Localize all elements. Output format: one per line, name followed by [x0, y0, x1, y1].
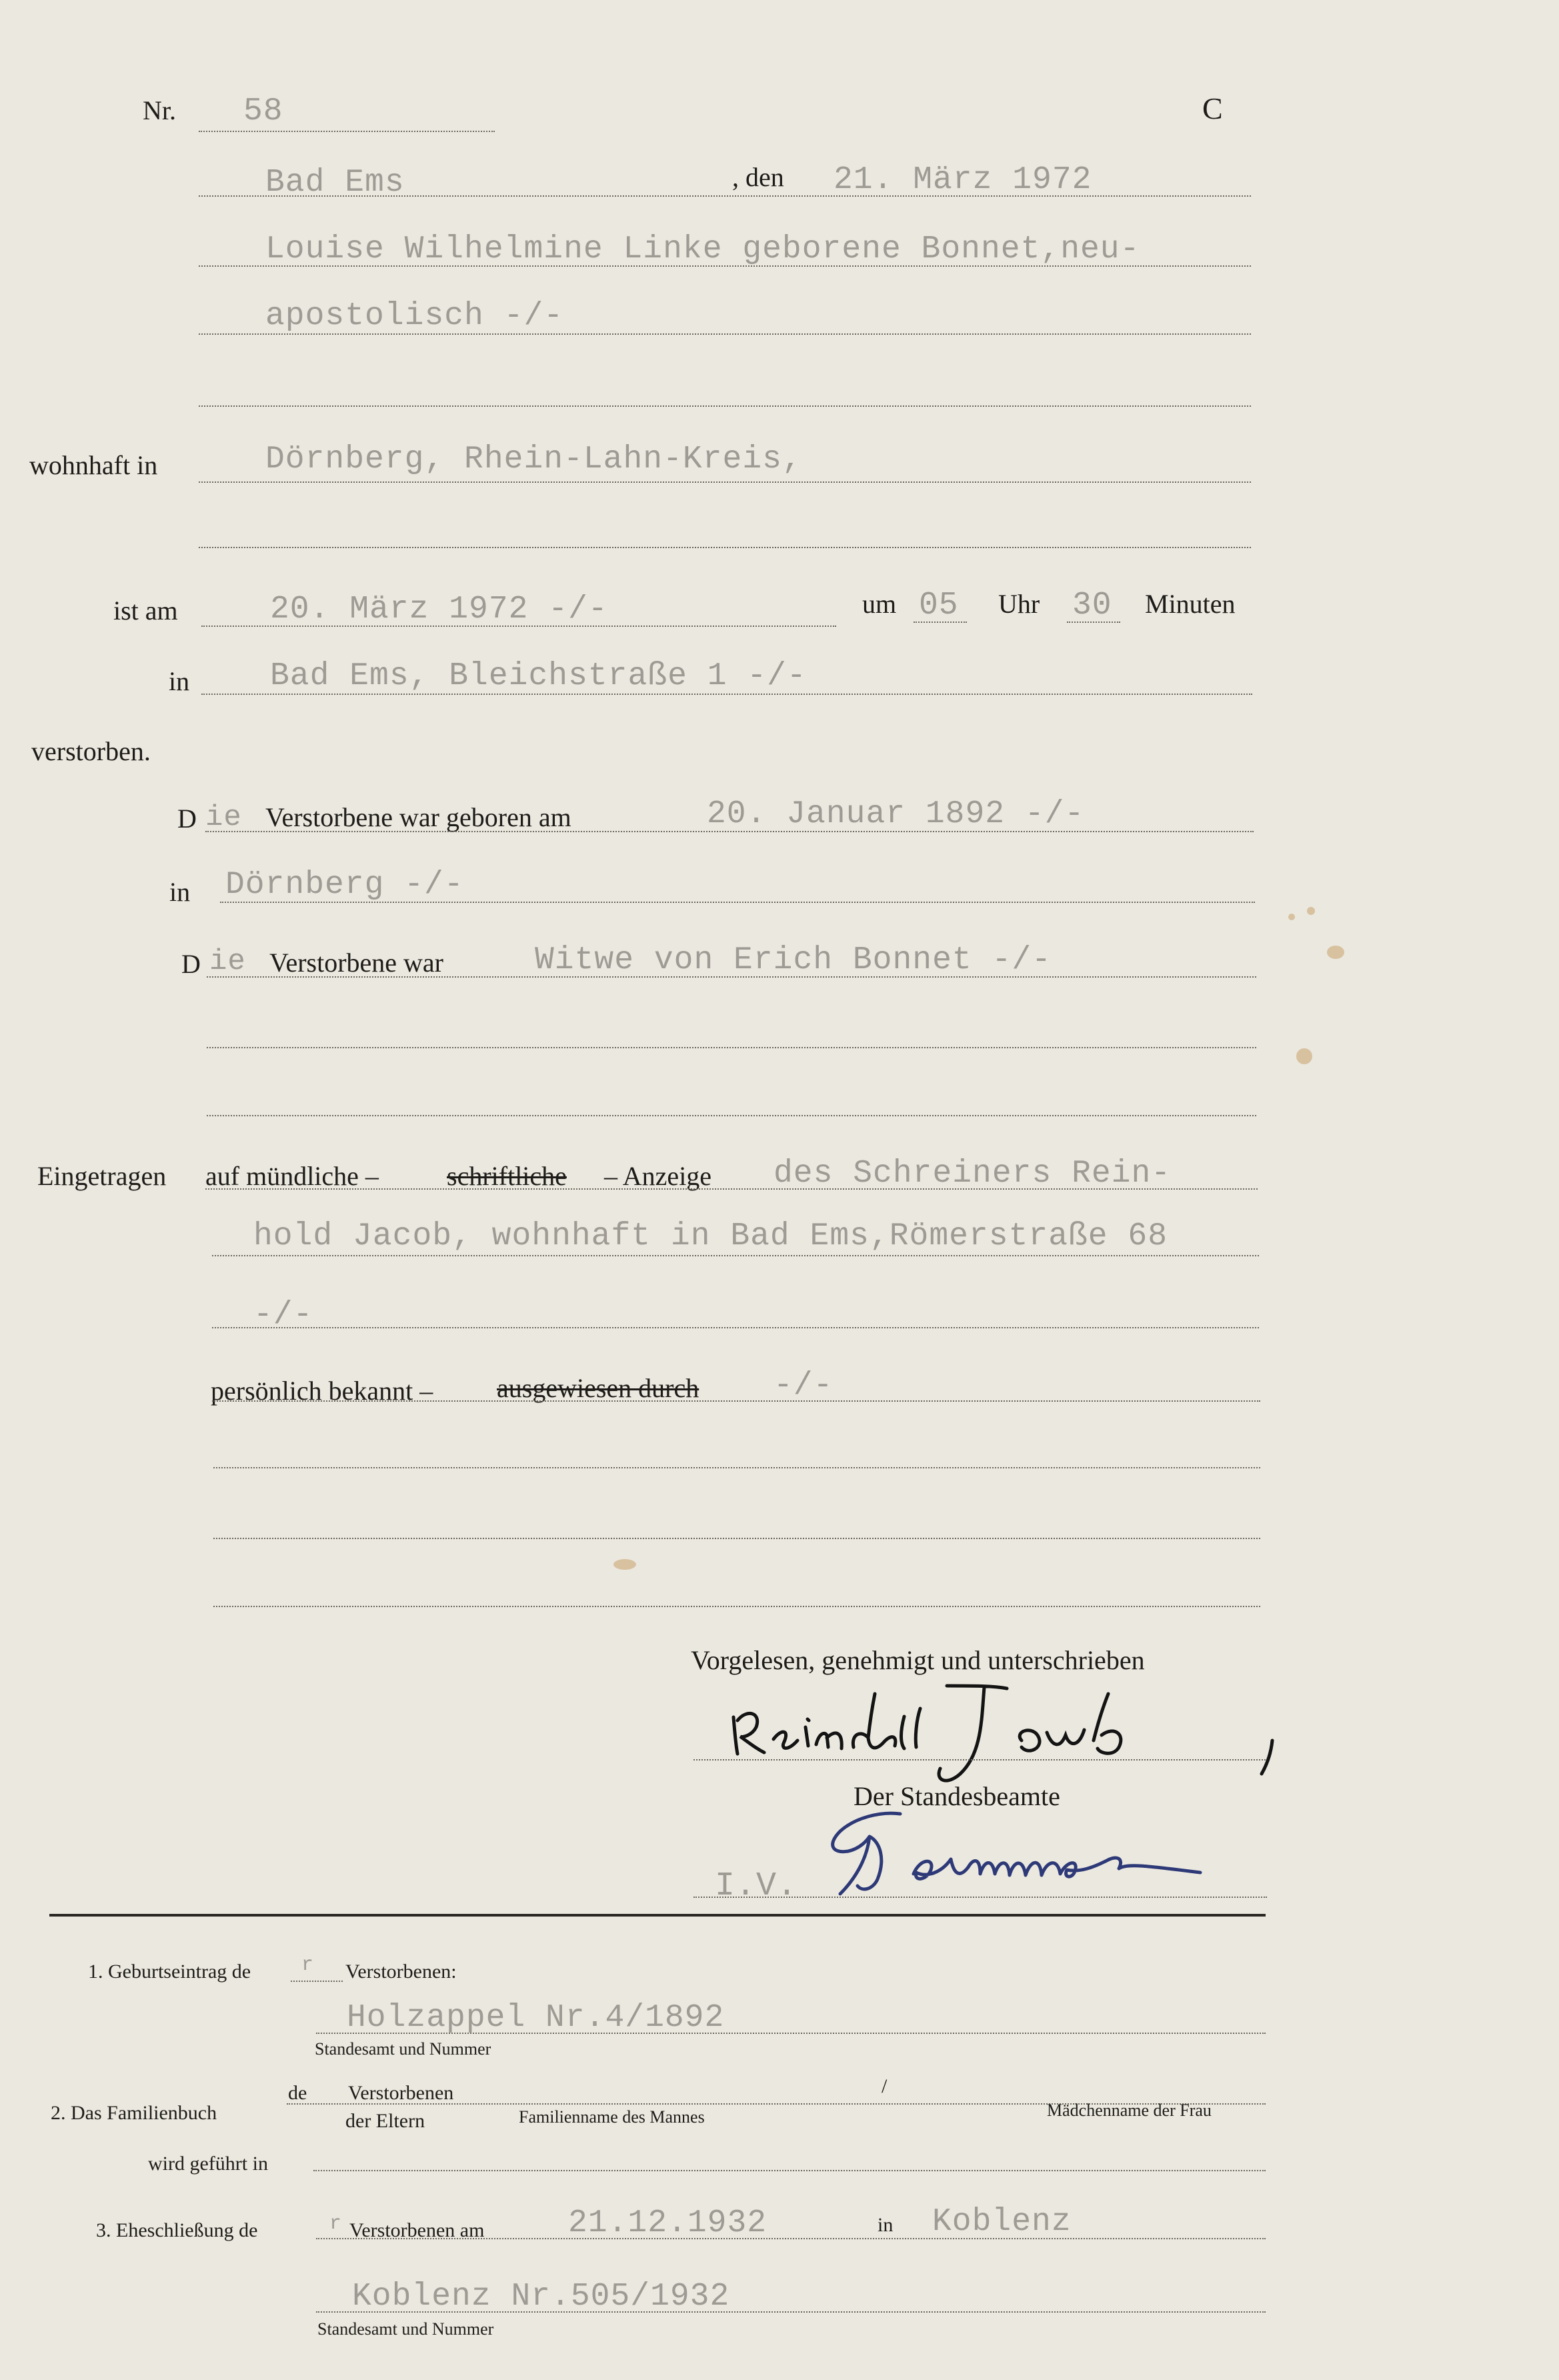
note3-in: in [878, 2214, 894, 2236]
note2-de: de [288, 2082, 307, 2104]
informant-line-2-rule [212, 1255, 1259, 1256]
note3-value: Koblenz Nr.505/1932 [352, 2279, 730, 2315]
auf-label: auf mündliche – [205, 1161, 379, 1191]
note1-tail: Verstorbenen: [345, 1961, 457, 1983]
informant-line-1-rule [205, 1188, 1258, 1190]
nr-line [199, 131, 495, 132]
note1-de-line [291, 1981, 343, 1982]
paper-stain [1296, 1048, 1312, 1064]
deceased-line-2-rule [199, 333, 1251, 335]
date-value: 21. März 1972 [834, 162, 1092, 198]
status-label: Verstorbene war [269, 948, 443, 978]
informant-line-3-rule [212, 1327, 1259, 1328]
hour-line [914, 622, 967, 623]
death-place: Bad Ems, Bleichstraße 1 -/- [270, 658, 807, 694]
bekannt-label: persönlich bekannt – [211, 1376, 433, 1406]
vorgelesen-text: Vorgelesen, genehmigt und unterschrieben [691, 1645, 1145, 1675]
den-label: , den [732, 162, 784, 192]
status-d-suffix: ie [209, 945, 246, 978]
blank-line-2 [213, 1538, 1260, 1539]
status-line [207, 976, 1256, 978]
um-label: um [862, 589, 897, 619]
birth-date-line [205, 831, 1254, 832]
iv-label: I.V. [715, 1867, 798, 1905]
place-date-line [199, 195, 1251, 197]
birth-place-line [220, 902, 1255, 903]
place-value: Bad Ems [265, 165, 405, 201]
birth-label: Verstorbene war geboren am [265, 802, 571, 832]
paper-stain [1307, 907, 1315, 915]
official-signature [814, 1794, 1227, 1907]
death-in-label: in [169, 666, 190, 696]
note2-wird: wird geführt in [148, 2153, 268, 2175]
death-date: 20. März 1972 -/- [270, 591, 608, 628]
note3-date: 21.12.1932 [568, 2205, 767, 2241]
minutes-line [1067, 622, 1120, 623]
note2-verstorbenen: Verstorbenen [348, 2082, 454, 2104]
note2-slash: / [882, 2075, 888, 2097]
deceased-line-1-rule [199, 265, 1251, 267]
informant-line-2: hold Jacob, wohnhaft in Bad Ems,Römerstraße 68 [253, 1218, 1168, 1254]
note1-value: Holzappel Nr.4/1892 [347, 2000, 725, 2036]
uhr-label: Uhr [998, 589, 1040, 619]
ausgewiesen-struck: ausgewiesen durch [497, 1373, 699, 1403]
note2-label: 2. Das Familienbuch [51, 2102, 217, 2124]
residence-line-2 [199, 547, 1251, 548]
note1-label: 1. Geburtseintrag de [88, 1961, 251, 1983]
status-line-2 [207, 1047, 1256, 1048]
blank-line-3 [213, 1606, 1260, 1607]
official-signature-line [693, 1897, 1267, 1898]
anzeige-label: – Anzeige [604, 1161, 712, 1191]
ist-am-label: ist am [113, 596, 178, 626]
birth-date: 20. Januar 1892 -/- [707, 796, 1085, 832]
informant-line-3: -/- [253, 1297, 313, 1333]
section-divider [49, 1914, 1266, 1917]
note2-mannes: Familienname des Mannes [519, 2107, 705, 2127]
nr-value: 58 [243, 93, 283, 129]
bekannt-value: -/- [773, 1368, 834, 1404]
minuten-label: Minuten [1145, 589, 1236, 619]
death-minutes: 30 [1072, 587, 1112, 624]
note3-tail: Verstorbenen am [349, 2219, 485, 2241]
deceased-line-3-rule [199, 405, 1251, 407]
birth-place: Dörnberg -/- [225, 867, 464, 903]
note3-line [316, 2238, 1266, 2239]
note3-place: Koblenz [932, 2204, 1072, 2240]
schriftliche-struck: schriftliche [447, 1161, 567, 1191]
paper-stain [1327, 946, 1344, 959]
paper-stain [1288, 914, 1295, 920]
death-date-line [201, 626, 836, 627]
death-place-line [201, 694, 1252, 695]
standesbeamte-label: Der Standesbeamte [854, 1781, 1060, 1811]
note2-frau: Mädchenname der Frau [1047, 2101, 1212, 2120]
status-value: Witwe von Erich Bonnet -/- [535, 942, 1052, 978]
note3-value-line [316, 2311, 1266, 2313]
note3-struck: r [329, 2213, 343, 2235]
birth-in-label: in [169, 877, 191, 907]
birth-d-suffix: ie [205, 801, 242, 834]
note3-label: 3. Eheschließung de [96, 2219, 258, 2241]
note2-eltern: der Eltern [345, 2110, 425, 2132]
note1-caption: Standesamt und Nummer [315, 2039, 491, 2059]
deceased-line-2: apostolisch -/- [265, 298, 564, 334]
death-hour: 05 [919, 587, 959, 624]
eingetragen-label: Eingetragen [37, 1161, 167, 1191]
note1-struck: r [301, 1954, 315, 1977]
residence-line [199, 481, 1251, 483]
note1-line [316, 2033, 1266, 2034]
informant-line-1: des Schreiners Rein- [773, 1156, 1172, 1192]
informant-signature [720, 1674, 1294, 1794]
paper-stain [613, 1559, 636, 1570]
status-line-3 [207, 1115, 1256, 1116]
residence-value: Dörnberg, Rhein-Lahn-Kreis, [265, 441, 802, 477]
informant-signature-line [693, 1759, 1266, 1760]
status-d-prefix: D [181, 949, 201, 979]
deceased-line-1: Louise Wilhelmine Linke geborene Bonnet,neu- [265, 231, 1140, 267]
series-letter: C [1202, 91, 1223, 125]
verstorben-label: verstorben. [31, 736, 151, 766]
note2-wird-line [313, 2170, 1266, 2171]
note3-caption: Standesamt und Nummer [317, 2319, 494, 2339]
birth-d-prefix: D [177, 804, 197, 834]
nr-label: Nr. [143, 95, 176, 125]
blank-line-1 [213, 1467, 1260, 1468]
bekannt-line [212, 1400, 1260, 1402]
wohnhaft-label: wohnhaft in [29, 450, 158, 480]
